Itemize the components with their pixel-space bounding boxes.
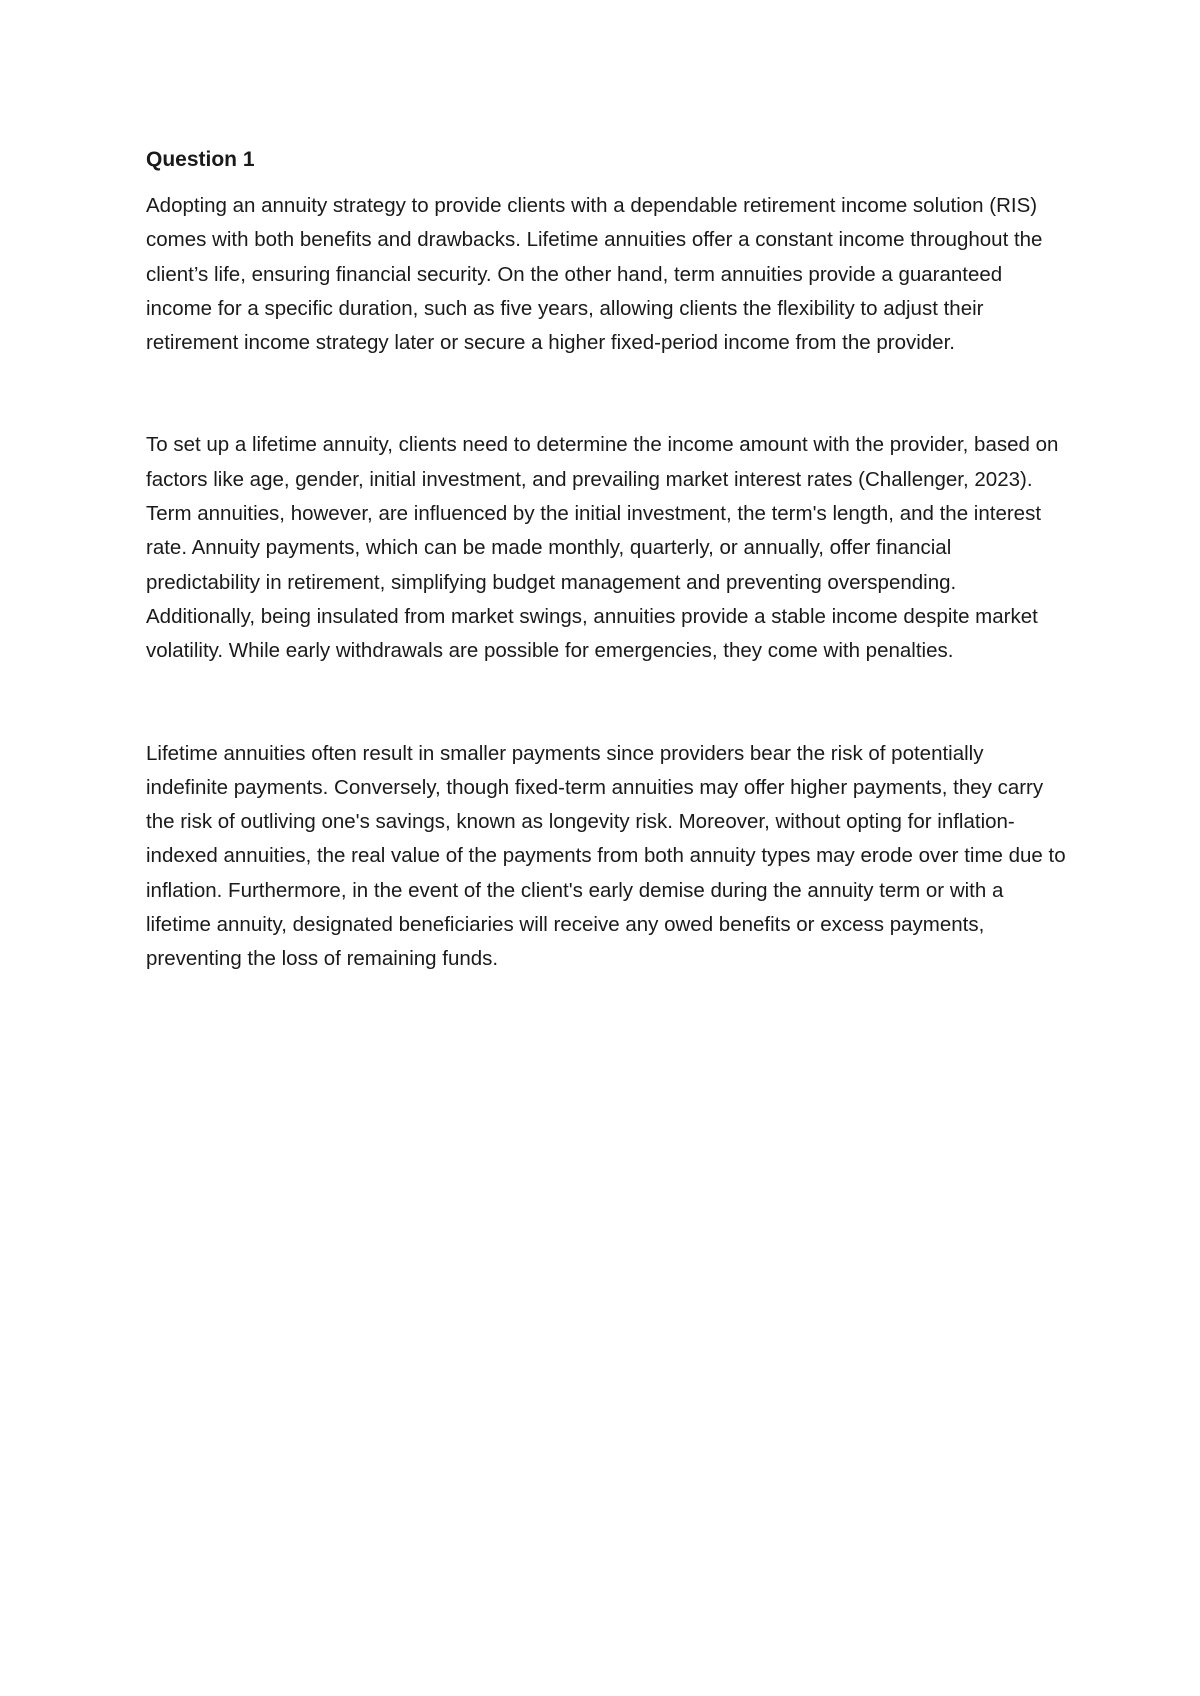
paragraph-setup-and-payments: To set up a lifetime annuity, clients need to determine the income amount with the provider, based on factors like age, gender, initial investment, and prevailing market interest rates (Challenger, 2023). Term annuities, however, are influenced by the initial investment, the term's length, and the interest rate. Annuity payments, which can be made monthly, quarterly, or annually, offer financial predictability in retirement, simplifying budget management and preventing overspending. Additionally, being insulated from market swings, annuities provide a stable income despite market volatility. While early withdrawals are possible for emergencies, they come with penalties. [146,433,1059,663]
paragraph-benefits-overview: Adopting an annuity strategy to provide clients with a dependable retirement income solution (RIS) comes with both benefits and drawbacks. Lifetime annuities offer a constant income throughout the client’s life, ensuring financial security. On the other hand, term annuities provide a guaranteed income for a specific duration, such as five years, allowing clients the flexibility to adjust their retirement income strategy later or secure a higher fixed-period income from the provider. [146,194,1043,355]
question-heading: Question 1 [146,148,255,171]
paragraph-risks-and-beneficiaries: Lifetime annuities often result in smaller payments since providers bear the risk of potentially indefinite payments. Conversely, though fixed-term annuities may offer higher payments, they carry the risk of outliving one's savings, known as longevity risk. Moreover, without opting for inflation-indexed annuities, the real value of the payments from both annuity types may erode over time due to inflation. Furthermore, in the event of the client's early demise during the annuity term or with a lifetime annuity, designated beneficiaries will receive any owed benefits or excess payments, preventing the loss of remaining funds. [146,741,1066,971]
document-body [146,146,1066,977]
